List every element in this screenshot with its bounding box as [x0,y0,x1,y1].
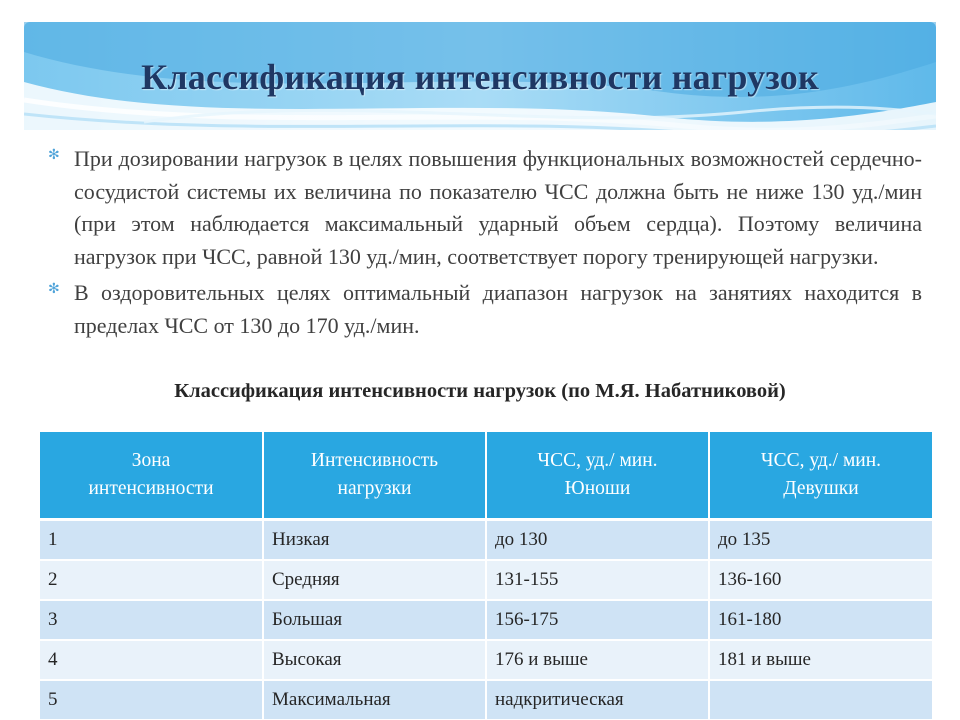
cell-zone: 1 [40,520,263,561]
cell-hr-boys: 176 и выше [486,640,709,680]
cell-zone: 4 [40,640,263,680]
table-header-row [40,432,932,520]
asterisk-icon: ✻ [48,281,60,297]
cell-zone: 5 [40,680,263,719]
table-row [40,640,932,680]
cell-hr-boys: 131-155 [486,560,709,600]
cell-hr-girls: 181 и выше [709,640,932,680]
header-hr-girls: ЧСС, уд./ мин. Девушки [709,432,932,520]
cell-hr-boys: надкритическая [486,680,709,719]
cell-hr-boys: до 130 [486,520,709,561]
cell-hr-boys: 156-175 [486,600,709,640]
table-row [40,560,932,600]
bullet-text: В оздоровительных целях оптимальный диапазон нагрузок на занятиях находится в пределах ЧСС от 130 до 170 уд./мин. [74,280,922,338]
title-banner [24,22,936,140]
asterisk-icon: ✻ [48,147,60,163]
cell-intensity: Максимальная [263,680,486,719]
cell-hr-girls [709,680,932,719]
cell-zone: 3 [40,600,263,640]
cell-hr-girls: 161-180 [709,600,932,640]
table-caption: Классификация интенсивности нагрузок (по М.Я. Набатниковой) [174,380,786,402]
cell-intensity: Большая [263,600,486,640]
table-row [40,600,932,640]
cell-intensity: Высокая [263,640,486,680]
cell-hr-girls: 136-160 [709,560,932,600]
bullet-item [48,277,922,342]
slide-title: Классификация интенсивности нагрузок [141,57,819,97]
header-hr-boys: ЧСС, уд./ мин. Юноши [486,432,709,520]
header-intensity: Интенсивность нагрузки [263,432,486,520]
table-row [40,520,932,561]
header-zone: Зона интенсивности [40,432,263,520]
cell-intensity: Средняя [263,560,486,600]
table-row [40,680,932,719]
intensity-table [40,432,932,719]
cell-zone: 2 [40,560,263,600]
bullet-item [48,143,922,273]
cell-hr-girls: до 135 [709,520,932,561]
bullet-text: При дозировании нагрузок в целях повышения функциональных возможностей сердечно-сосудистой системы их величина по показателю ЧСС должна быть не ниже 130 уд./мин (при этом наблюдается максимальный ударный объем сердца). Поэтому величина нагрузок при ЧСС, равной 130 уд./мин, соответствует порогу тренирующей нагрузки. [74,146,922,269]
cell-intensity: Низкая [263,520,486,561]
bullet-list [48,143,922,342]
